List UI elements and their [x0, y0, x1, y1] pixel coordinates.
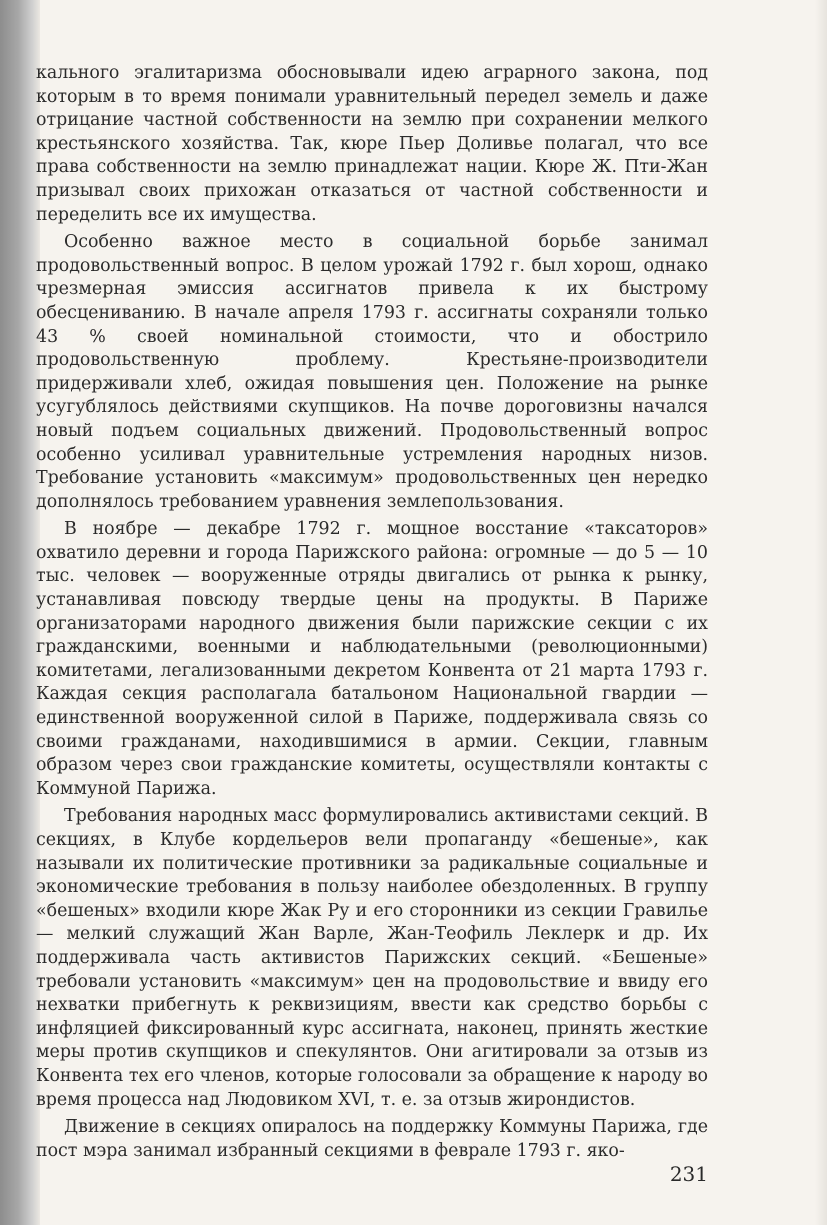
body-text [36, 62, 708, 1167]
page-number: 231 [669, 1162, 708, 1186]
paragraph-taxateurs-uprising: В ноябре — декабре 1792 г. мощное восстание «таксаторов» охватило деревни и города Парижского района: огромные — до 5 — 10 тыс. человек — вооруженные отряды двигались от рынка к рынку, устанавливая повсюду твердые цены на продукты. В Париже организаторами народного движения были парижские секции с их гражданскими, военными и наблюдательными (революционными) комитетами, легализованными декретом Конвента от 21 марта 1793 г. Каждая секция располагала батальоном Национальной гвардии — единственной вооруженной силой в Париже, поддерживала связь со своими гражданами, находившимися в армии. Секции, главным образом через свои гражданские комитеты, осуществляли контакты с Коммуной Парижа. [36, 519, 708, 799]
paragraph-enrages: Требования народных масс формулировались активистами секций. В секциях, в Клубе кордельеров вели пропаганду «бешеные», как называли их политические противники за радикальные социальные и экономические требования в пользу наиболее обездоленных. В группу «бешеных» входили кюре Жак Ру и его сторонники из секции Гравилье — мелкий служащий Жан Варле, Жан-Теофиль Леклерк и др. Их поддерживала часть активистов Парижских секций. «Бешеные» требовали установить «максимум» цен на продовольствие и ввиду его нехватки прибегнуть к реквизициям, ввести как средство борьбы с инфляцией фиксированный курс ассигната, наконец, принять жесткие меры против скупщиков и спекулянтов. Они агитировали за отзыв из Конвента тех его членов, которые голосовали за обращение к народу во время процесса над Людовиком XVI, т. е. за отзыв жирондистов. [36, 806, 708, 1110]
paragraph-agrarian-law: кального эгалитаризма обосновывали идею аграрного закона, под которым в то время понимали уравнительный передел земель и даже отрицание частной собственности на землю при сохранении мелкого крестьянского хозяйства. Так, кюре Пьер Доливье полагал, что все права собственности на землю принадлежат нации. Кюре Ж. Пти-Жан призывал своих прихожан отказаться от частной собственности и переделить все их имущества. [36, 63, 708, 225]
paragraph-paris-commune: Движение в секциях опиралось на поддержку Коммуны Парижа, где пост мэра занимал избранный секциями в феврале 1793 г. яко- [36, 1117, 708, 1161]
page-spine-shadow [0, 0, 40, 1225]
paragraph-food-question: Особенно важное место в социальной борьбе занимал продовольственный вопрос. В целом урожай 1792 г. был хорош, однако чрезмерная эмиссия ассигнатов привела к их быстрому обесцениванию. В начале апреля 1793 г. ассигнаты сохраняли только 43 % своей номинальной стоимости, что и обострило продовольственную проблему. Крестьяне-производители придерживали хлеб, ожидая повышения цен. Положение на рынке усугублялось действиями скупщиков. На почве дороговизны начался новый подъем социальных движений. Продовольственный вопрос особенно усиливал уравнительные устремления народных низов. Требование установить «максимум» продовольственных цен нередко дополнялось требованием уравнения землепользования. [36, 232, 708, 512]
page-edge-shadow [815, 0, 827, 1225]
